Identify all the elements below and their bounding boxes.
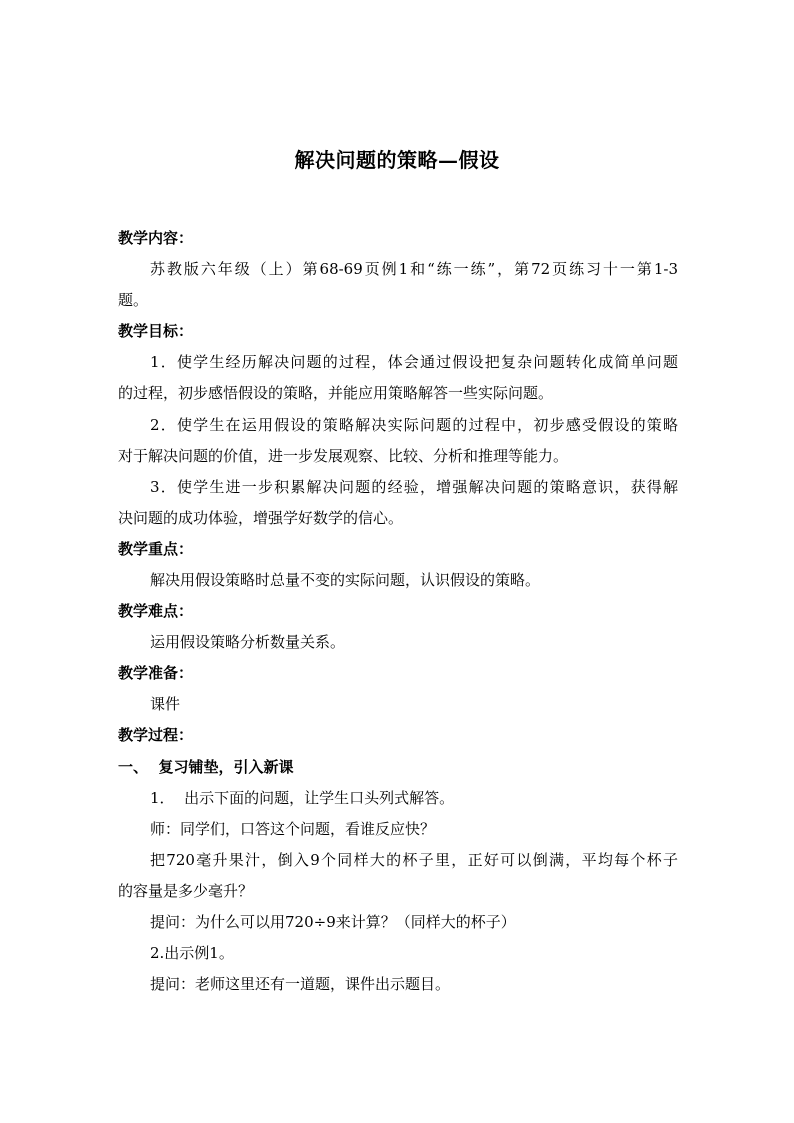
section-heading-process: 教学过程： bbox=[118, 726, 194, 744]
paragraph-line: 的过程，初步感悟假设的策略，并能应用策略解答一些实际问题。 bbox=[118, 384, 554, 402]
paragraph-line: 决问题的成功体验，增强学好数学的信心。 bbox=[118, 509, 404, 527]
subsection-heading: 一、 复习铺垫，引入新课 bbox=[118, 758, 294, 776]
paragraph-line: 1．使学生经历解决问题的过程，体会通过假设把复杂问题转化成简单问题 bbox=[150, 353, 678, 371]
paragraph-line: 题。 bbox=[118, 291, 149, 309]
paragraph-line: 对于解决问题的价值，进一步发展观察、比较、分析和推理等能力。 bbox=[118, 447, 569, 465]
paragraph-line: 课件 bbox=[150, 695, 181, 713]
paragraph-line: 的容量是多少毫升？ bbox=[118, 882, 254, 900]
paragraph-line: 苏教版六年级（上）第68-69页例1和“练一练”，第72页练习十一第1-3 bbox=[150, 260, 678, 278]
section-heading-difficulties: 教学难点： bbox=[118, 602, 194, 620]
paragraph-line: 2.出示例1。 bbox=[150, 944, 234, 962]
paragraph-line: 提问：老师这里还有一道题，课件出示题目。 bbox=[150, 975, 451, 993]
section-heading-key-points: 教学重点： bbox=[118, 540, 194, 558]
section-heading-preparation: 教学准备： bbox=[118, 664, 194, 682]
paragraph-line: 3．使学生进一步积累解决问题的经验，增强解决问题的策略意识，获得解 bbox=[150, 478, 678, 496]
paragraph-line: 师：同学们，口答这个问题，看谁反应快？ bbox=[150, 820, 436, 838]
section-heading-content: 教学内容： bbox=[118, 229, 194, 247]
paragraph-line: 2．使学生在运用假设的策略解决实际问题的过程中，初步感受假设的策略 bbox=[150, 416, 678, 434]
section-heading-objectives: 教学目标： bbox=[118, 322, 194, 340]
paragraph-line: 1． 出示下面的问题，让学生口头列式解答。 bbox=[150, 789, 455, 807]
paragraph-line: 解决用假设策略时总量不变的实际问题，认识假设的策略。 bbox=[150, 571, 541, 589]
document-title: 解决问题的策略—假设 bbox=[294, 148, 500, 172]
paragraph-line: 把720毫升果汁，倒入9个同样大的杯子里，正好可以倒满，平均每个杯子 bbox=[150, 851, 678, 869]
paragraph-line: 提问：为什么可以用720÷9来计算？（同样大的杯子） bbox=[150, 913, 516, 931]
paragraph-line: 运用假设策略分析数量关系。 bbox=[150, 633, 346, 651]
